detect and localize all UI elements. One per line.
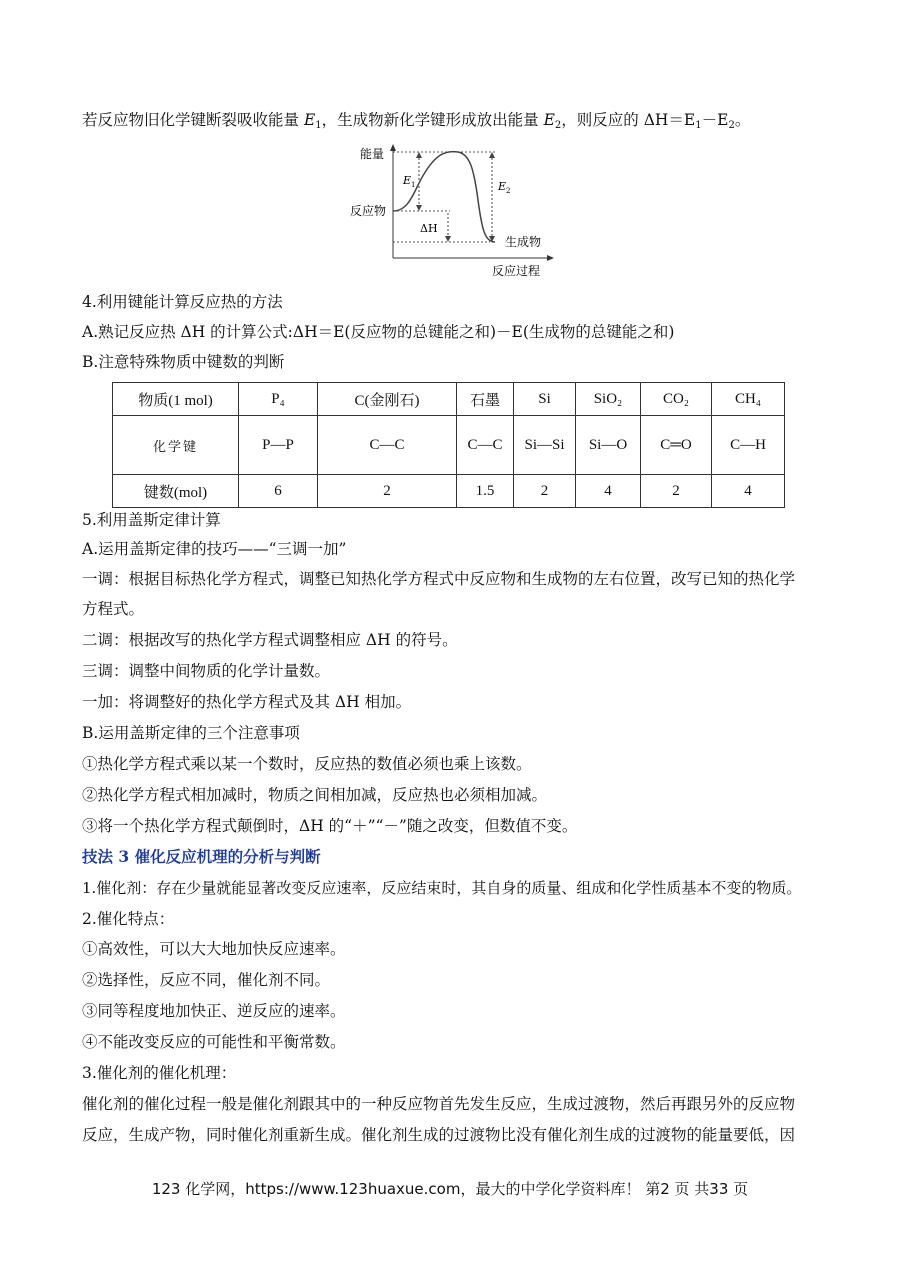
table-cell: C(金刚石)	[318, 383, 457, 416]
table-row-substances	[113, 383, 785, 416]
technique3-p1: 1.催化剂：存在少量就能显著改变反应速率，反应结束时，其自身的质量、组成和化学性质基本不变的物质。	[82, 879, 802, 897]
table-cell: C═O	[641, 416, 712, 475]
table-cell: Si	[514, 383, 576, 416]
section4-item-b: B.注意特殊物质中键数的判断	[82, 353, 285, 371]
technique3-p4a: 催化剂的催化过程一般是催化剂跟其中的一种反应物首先发生反应，生成过渡物，然后再跟另外的反应物	[82, 1095, 796, 1113]
intro-text-3-sub: 1	[695, 120, 702, 131]
section5-step2: 二调：根据改写的热化学方程式调整相应 ΔH 的符号。	[82, 631, 458, 649]
technique3-title: 技法 3 催化反应机理的分析与判断	[82, 847, 321, 866]
technique3-c3: ③同等程度地加快正、逆反应的速率。	[82, 1002, 346, 1020]
table-cell: 1.5	[457, 475, 514, 508]
table-cell: SiO₂	[576, 383, 641, 416]
table-row-bonds	[113, 416, 785, 475]
table-cell: 石墨	[457, 383, 514, 416]
y-axis-label: 能量	[360, 147, 385, 161]
reactant-label: 反应物	[350, 204, 387, 218]
e2-arrowhead-up	[489, 152, 495, 158]
intro-line	[82, 110, 750, 136]
table-cell: CO₂	[641, 383, 712, 416]
intro-e2-sub: 2	[554, 120, 562, 131]
dh-label: ΔH	[420, 222, 438, 235]
table-cell: 6	[239, 475, 318, 508]
section5-note1: ①热化学方程式乘以某一个数时，反应热的数值必须也乘上该数。	[82, 755, 532, 773]
table-cell: Si—Si	[514, 416, 576, 475]
intro-text-2: ，生成物新化学键形成放出能量	[321, 111, 544, 129]
e1-arrowhead-up	[416, 152, 422, 158]
table-cell: CH₄	[712, 383, 785, 416]
table-count-label: 键数(mol)	[113, 475, 239, 508]
table-cell: 2	[318, 475, 457, 508]
e2-label: $E_2$	[498, 180, 511, 195]
technique3-p2: 2.催化特点：	[82, 910, 175, 928]
section5-item-b: B.运用盖斯定律的三个注意事项	[82, 724, 300, 742]
section5-step4: 一加：将调整好的热化学方程式及其 ΔH 相加。	[82, 693, 412, 711]
table-cell: P₄	[239, 383, 318, 416]
table-cell: C—C	[318, 416, 457, 475]
intro-text-1: 若反应物旧化学键断裂吸收能量	[82, 111, 304, 129]
intro-text-4-sub: 2	[728, 120, 735, 131]
energy-curve	[393, 152, 495, 242]
intro-text-3: ，则反应的 ΔH＝E	[561, 111, 696, 129]
intro-e2: E	[543, 111, 555, 129]
product-label: 生成物	[505, 235, 542, 249]
page-footer: 123 化学网，https://www.123huaxue.com，最大的中学化学资料库！ 第2 页 共33 页	[151, 1180, 749, 1198]
section5-step1b: 方程式。	[82, 600, 145, 618]
table-header-label: 物质(1 mol)	[113, 383, 239, 416]
section5-note2: ②热化学方程式相加减时，物质之间相加减，反应热也必须相加减。	[82, 786, 548, 804]
e1-label: $E_1$	[403, 174, 416, 189]
table-row-counts	[113, 475, 785, 508]
section4-title: 4.利用键能计算反应热的方法	[82, 293, 283, 311]
x-axis-label: 反应过程	[492, 264, 541, 278]
e1-arrowhead-down	[416, 205, 422, 211]
y-axis-arrow	[390, 144, 396, 151]
technique3-c1: ①高效性，可以大大地加快反应速率。	[82, 940, 346, 958]
technique3-p3: 3.催化剂的催化机理：	[82, 1064, 237, 1082]
bond-count-table	[112, 382, 785, 508]
dh-arrowhead-down	[445, 236, 451, 242]
section5-item-a: A.运用盖斯定律的技巧——“三调一加”	[82, 540, 347, 558]
table-cell: 4	[576, 475, 641, 508]
technique3-c2: ②选择性，反应不同，催化剂不同。	[82, 971, 331, 989]
intro-text-5: 。	[734, 111, 751, 129]
intro-e1-sub: 1	[315, 120, 322, 131]
technique3-c4: ④不能改变反应的可能性和平衡常数。	[82, 1033, 346, 1051]
section5-step3: 三调：调整中间物质的化学计量数。	[82, 662, 331, 680]
section5-step1a: 一调：根据目标热化学方程式，调整已知热化学方程式中反应物和生成物的左右位置，改写已知的热化学	[82, 570, 796, 588]
table-cell: P—P	[239, 416, 318, 475]
section5-title: 5.利用盖斯定律计算	[82, 511, 221, 529]
table-cell: 2	[514, 475, 576, 508]
table-cell: C—H	[712, 416, 785, 475]
table-bond-label: 化学键	[113, 416, 239, 475]
table-cell: 4	[712, 475, 785, 508]
intro-e1: E	[303, 111, 316, 129]
x-axis-arrow	[547, 255, 554, 261]
table-cell: 2	[641, 475, 712, 508]
section5-note3: ③将一个热化学方程式颠倒时，ΔH 的“＋”“－”随之改变，但数值不变。	[82, 817, 578, 835]
section4-item-a: A.熟记反应热 ΔH 的计算公式:ΔH＝E(反应物的总键能之和)－E(生成物的总键能之和)	[82, 323, 675, 341]
table-cell: C—C	[457, 416, 514, 475]
technique3-p4b: 反应，生成产物，同时催化剂重新生成。催化剂生成的过渡物比没有催化剂生成的过渡物的能量要低，因	[82, 1126, 796, 1144]
energy-diagram	[340, 140, 560, 280]
intro-text-4: －E	[701, 111, 729, 129]
table-cell: Si—O	[576, 416, 641, 475]
